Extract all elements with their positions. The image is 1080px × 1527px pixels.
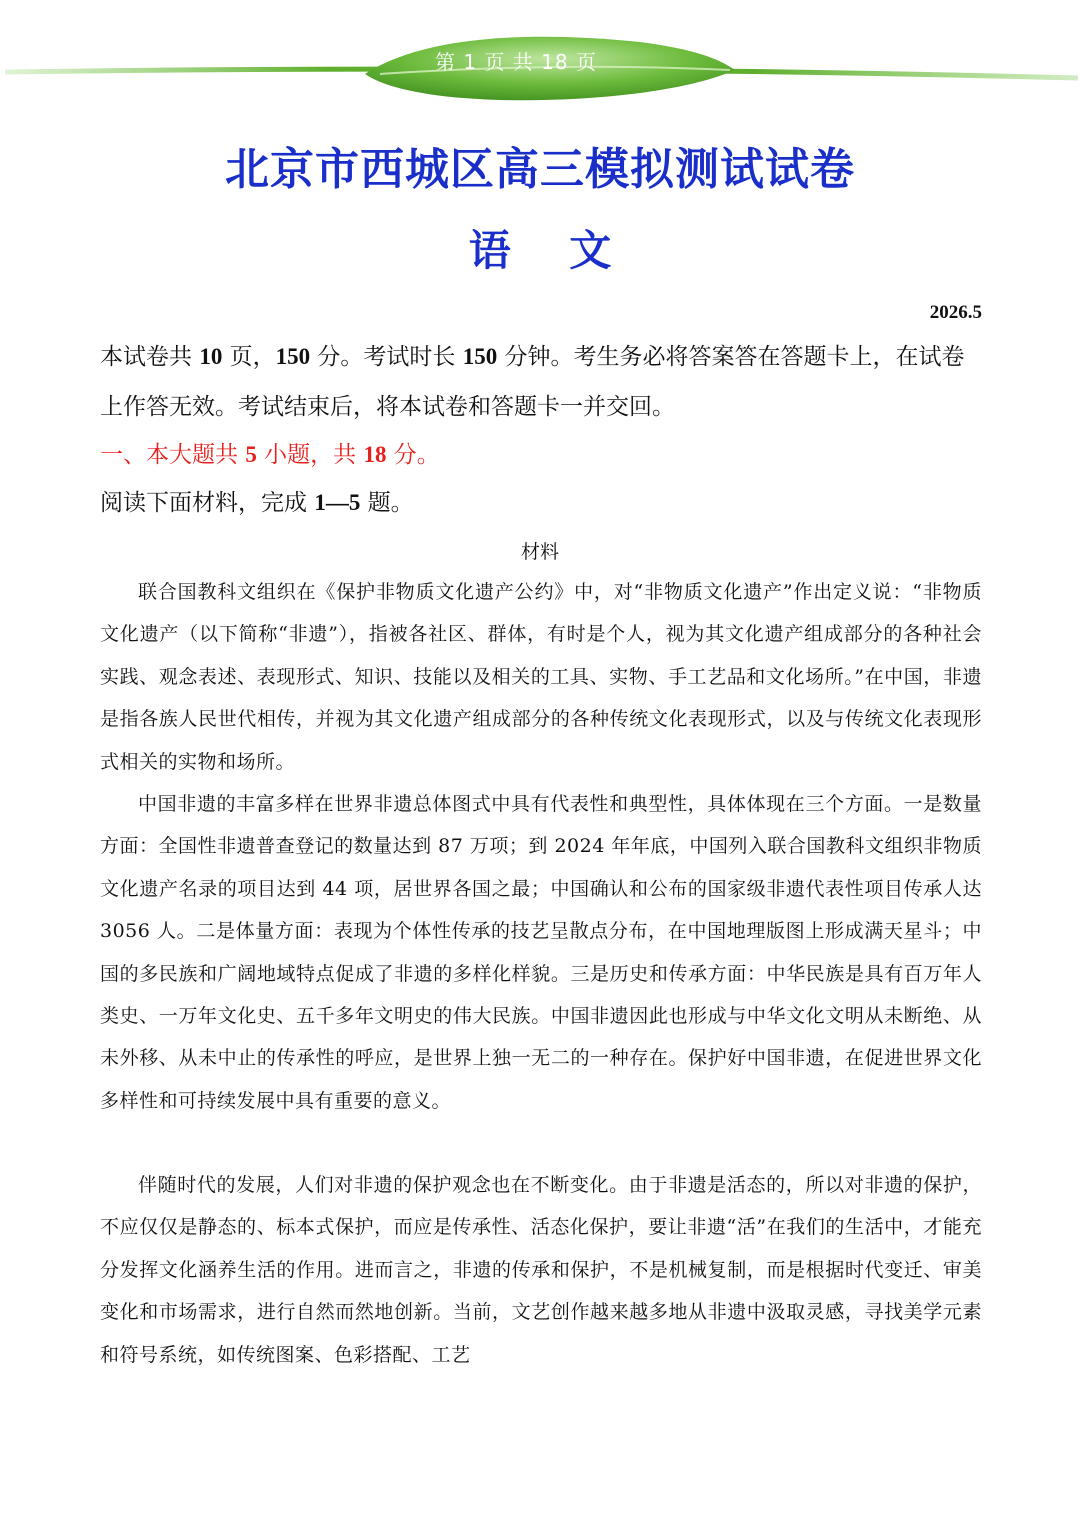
reading-instruction xyxy=(100,478,414,528)
intro-minutes: 150 xyxy=(462,344,498,369)
section-text: 一、本大题共 xyxy=(100,442,246,468)
instruction-text: 阅读下面材料，完成 xyxy=(100,490,315,516)
section-score: 18 xyxy=(363,442,387,467)
section-count: 5 xyxy=(245,442,257,467)
material-paragraph-2: 中国非遗的丰富多样在世界非遗总体图式中具有代表性和典型性，具体体现在三个方面。一是数量方面：全国性非遗普查登记的数量达到 87 万项；到 2024 年年底，中国列入联合国教科文组织非物质文化遗产名录的项目达到 44 项，居世界各国之最；中国确认和公布的国家级非遗代表性项目传承人达 3056 人。二是体量方面：表现为个体性传承的技艺呈散点分布，在中国地理版图上形成满天星斗；中国的多民族和广阔地域特点促成了非遗的多样化样貌。三是历史和传承方面：中华民族是具有百万年人类史、一万年文化史、五千多年文明史的伟大民族。中国非遗因此也形成与中华文化文明从未断绝、从未外移、从未中止的传承性的呼应，是世界上独一无二的一种存在。保护好中国非遗，在促进世界文化多样性和可持续发展中具有重要的意义。 xyxy=(100,793,982,1112)
intro-pages: 10 xyxy=(199,344,223,369)
intro-text: 分。考试时长 xyxy=(310,344,463,370)
exam-date: 2026.5 xyxy=(929,302,982,323)
intro-text: 页， xyxy=(222,344,276,370)
material-title: 材料 xyxy=(520,541,559,563)
section-text: 小题，共 xyxy=(256,442,364,468)
intro-text: 本试卷共 xyxy=(100,344,200,370)
exam-instructions xyxy=(100,332,982,432)
intro-score: 150 xyxy=(275,344,311,369)
material-paragraph-1: 联合国教科文组织在《保护非物质文化遗产公约》中，对“非物质文化遗产”作出定义说：“非物质文化遗产（以下简称“非遗”），指被各社区、群体，有时是个人，视为其文化遗产组成部分的各种社会实践、观念表述、表现形式、知识、技能以及相关的工具、实物、手工艺品和文化场所。”在中国，非遗是指各族人民世代相传，并视为其文化遗产组成部分的各种传统文化表现形式，以及与传统文化表现形式相关的实物和场所。 xyxy=(100,581,982,773)
material-paragraph-3: 伴随时代的发展，人们对非遗的保护观念也在不断变化。由于非遗是活态的，所以对非遗的保护，不应仅仅是静态的、标本式保护，而应是传承性、活态化保护，要让非遗“活”在我们的生活中，才能充分发挥文化涵养生活的作用。进而言之，非遗的传承和保护，不是机械复制，而是根据时代变迁、审美变化和市场需求，进行自然而然地创新。当前，文艺创作越来越多地从非遗中汲取灵感，寻找美学元素和符号系统，如传统图案、色彩搭配、工艺 xyxy=(100,1174,982,1366)
subject-title: 语 文 xyxy=(468,226,634,275)
question-range: 1—5 xyxy=(314,490,361,515)
section-heading xyxy=(100,430,440,480)
page-indicator: 第 1 页 共 18 页 xyxy=(435,50,597,74)
instruction-text: 题。 xyxy=(360,490,414,516)
section-text: 分。 xyxy=(386,442,440,468)
intro-text: 分钟。考生务必将答案答在答题卡上，在试卷上作答无效。考试结束后，将本试卷和答题卡一并交回。 xyxy=(100,344,965,420)
exam-title: 北京市西城区高三模拟测试试卷 xyxy=(225,144,855,195)
